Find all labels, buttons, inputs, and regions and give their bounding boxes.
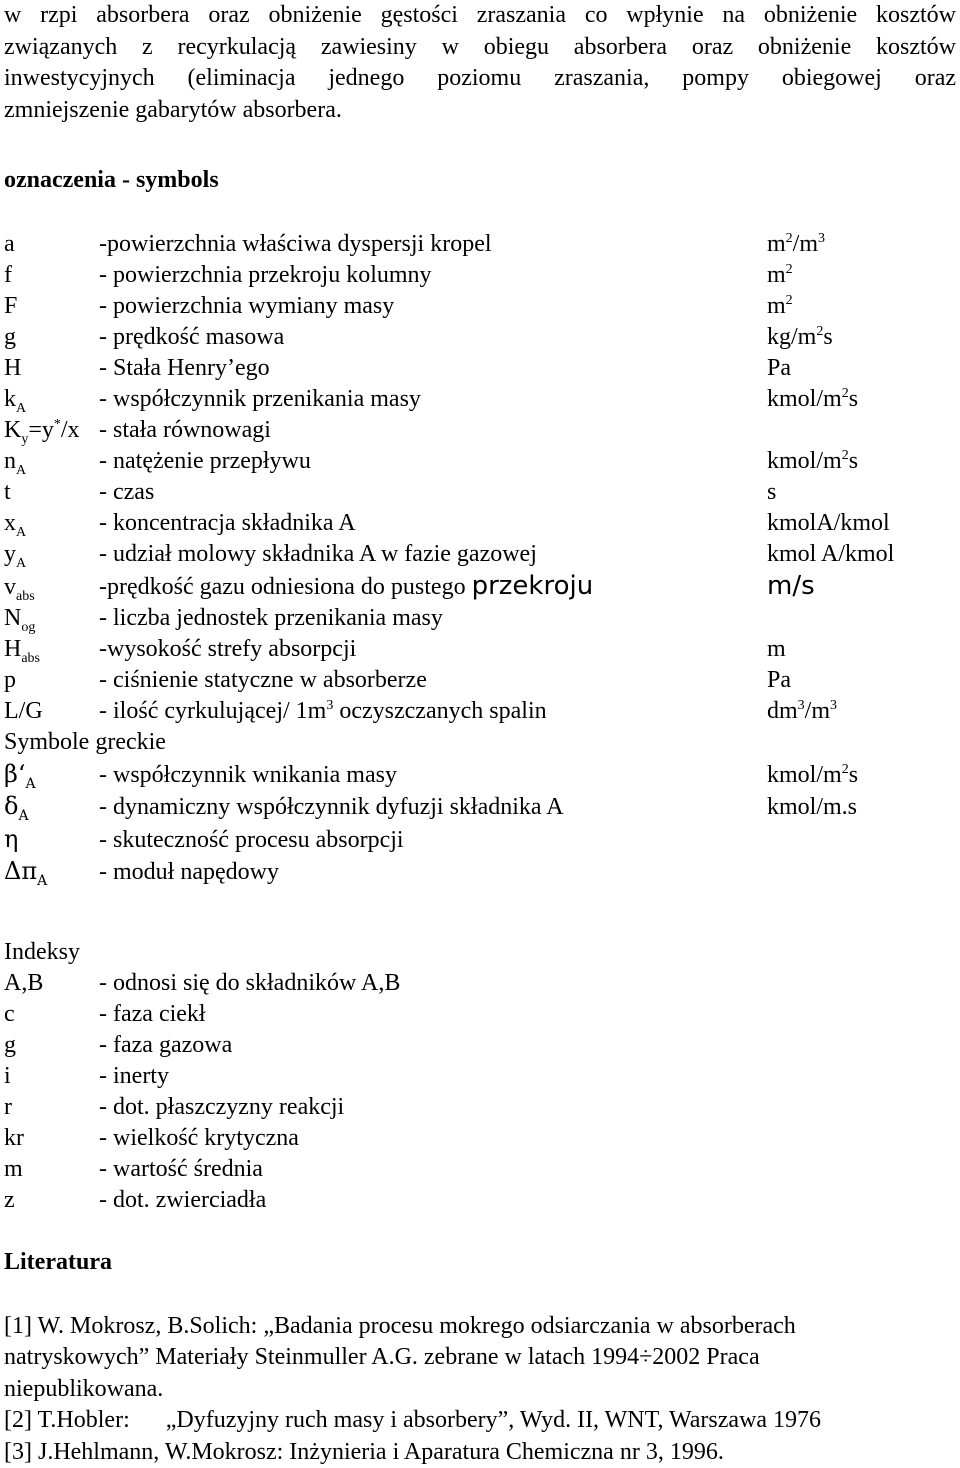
greek-symbol-row (4, 823, 956, 856)
symbol-unit: $m^2$ (767, 260, 956, 291)
index-description: - dot. płaszczyzny reakcji (99, 1092, 767, 1123)
intro-line: zmniejszenie gabarytów absorbera. (4, 95, 956, 127)
symbol-description: - stała równowagi (99, 415, 767, 446)
symbol-description: - moduł napędowy (99, 856, 767, 889)
greek-symbol-row (4, 790, 956, 823)
symbol-row (4, 260, 956, 291)
symbol-description: - udział molowy składnika A w fazie gazowej (99, 539, 767, 570)
symbol-row (4, 353, 956, 384)
symbol-row (4, 570, 956, 603)
indices-heading: Indeksy (4, 937, 956, 968)
symbol-row (4, 415, 956, 446)
symbol-unit: m/s (767, 570, 956, 603)
symbol-unit: kmol/$m^2s$ (767, 384, 956, 415)
symbols-heading: oznaczenia - symbols (4, 167, 956, 194)
index-row (4, 1123, 956, 1154)
index-description: - faza gazowa (99, 1030, 767, 1061)
index-symbol: m (4, 1154, 99, 1185)
symbol-description: -wysokość strefy absorpcji (99, 634, 767, 665)
symbol: $K_y=y^*/x$ (4, 415, 99, 446)
symbol-row (4, 229, 956, 260)
symbol-description: - dynamiczny współczynnik dyfuzji składnika A (99, 791, 767, 824)
index-symbol: z (4, 1185, 99, 1216)
document-page (4, 0, 956, 1468)
symbol-unit: kmol/$m^2s$ (767, 759, 956, 792)
symbol-unit: $m^2$ (767, 291, 956, 322)
index-row (4, 1061, 956, 1092)
symbol-description: - współczynnik wnikania masy (99, 759, 767, 792)
symbol-unit: kmolA/kmol (767, 508, 956, 539)
greek-symbol-row (4, 855, 956, 888)
symbol: $k_A$ (4, 384, 99, 415)
reference-line: natryskowych” Materiały Steinmuller A.G. zebrane w latach 1994÷2002 Praca (4, 1342, 956, 1374)
symbol-description: - czas (99, 477, 767, 508)
symbol-unit: kmol A/kmol (767, 539, 956, 570)
index-symbol: g (4, 1030, 99, 1061)
greek-symbol-row (4, 758, 956, 791)
symbol-unit: $kg/m^2s$ (767, 322, 956, 353)
symbol-unit: kmol/$m^2s$ (767, 446, 956, 477)
symbol-row (4, 539, 956, 570)
symbol-unit: $m^2/m^3$ (767, 229, 956, 260)
symbol-description: - natężenie przepływu (99, 446, 767, 477)
symbol-description: -prędkość gazu odniesiona do pustego przekroju (99, 570, 767, 604)
symbol-row (4, 603, 956, 634)
symbol-unit: kmol/m.s (767, 791, 956, 824)
symbol-unit: Pa (767, 665, 956, 696)
index-row (4, 1154, 956, 1185)
symbol-description: - prędkość masowa (99, 322, 767, 353)
index-symbol: r (4, 1092, 99, 1123)
symbol-description: - ciśnienie statyczne w absorberze (99, 665, 767, 696)
index-row (4, 999, 956, 1030)
symbol-row (4, 446, 956, 477)
symbol-row (4, 384, 956, 415)
reference-line: [2] T.Hobler: „Dyfuzyjny ruch masy i absorbery”, Wyd. II, WNT, Warszawa 1976 (4, 1405, 956, 1437)
symbol-unit: $dm^3/m^3$ (767, 696, 956, 727)
symbol: $v_{abs}$ (4, 571, 99, 604)
symbol-description: - Stała Henry’ego (99, 353, 767, 384)
symbol: $\beta‘_A$ (4, 758, 99, 791)
index-description: - wielkość krytyczna (99, 1123, 767, 1154)
index-description: - dot. zwierciadła (99, 1185, 767, 1216)
index-symbol: i (4, 1061, 99, 1092)
symbol-row (4, 696, 956, 727)
index-description: - odnosi się do składników A,B (99, 968, 767, 999)
symbol: a (4, 229, 99, 260)
intro-line: w rzpi absorbera oraz obniżenie gęstości zraszania co wpłynie na obniżenie kosztów (4, 0, 956, 32)
symbol-description: - skuteczność procesu absorpcji (99, 824, 767, 857)
symbol: f (4, 260, 99, 291)
symbol: F (4, 291, 99, 322)
symbol: L/G (4, 696, 99, 727)
symbol-description: - ilość cyrkulującej/ $1m^3$ oczyszczanych spalin (99, 696, 767, 727)
index-row (4, 1092, 956, 1123)
symbol: t (4, 477, 99, 508)
symbol-description: - liczba jednostek przenikania masy (99, 603, 767, 634)
index-description: - wartość średnia (99, 1154, 767, 1185)
symbol: η (4, 823, 99, 856)
greek-symbols-heading: Symbole greckie (4, 727, 956, 758)
symbol-description: - współczynnik przenikania masy (99, 384, 767, 415)
symbol-row (4, 322, 956, 353)
symbol: $\delta_A$ (4, 790, 99, 823)
symbol-description: - powierzchnia wymiany masy (99, 291, 767, 322)
symbol: $n_A$ (4, 446, 99, 477)
symbol-row (4, 291, 956, 322)
index-description: - inerty (99, 1061, 767, 1092)
symbol-unit: s (767, 477, 956, 508)
indices-table (4, 968, 956, 1216)
symbol: $y_A$ (4, 539, 99, 570)
symbol-row (4, 477, 956, 508)
symbol: p (4, 665, 99, 696)
symbols-table (4, 229, 956, 888)
symbol-row (4, 508, 956, 539)
index-description: - faza ciekł (99, 999, 767, 1030)
symbol: g (4, 322, 99, 353)
reference-line: niepublikowana. (4, 1374, 956, 1406)
reference-line: [1] W. Mokrosz, B.Solich: „Badania procesu mokrego odsiarczania w absorberach (4, 1311, 956, 1343)
symbol-description: - koncentracja składnika A (99, 508, 767, 539)
symbol-unit: m (767, 634, 956, 665)
symbol-description: - powierzchnia przekroju kolumny (99, 260, 767, 291)
index-row (4, 1185, 956, 1216)
symbol: $N_{og}$ (4, 603, 99, 634)
index-symbol: c (4, 999, 99, 1030)
symbol: $\Delta\pi_A$ (4, 855, 99, 888)
symbol: $H_{abs}$ (4, 634, 99, 665)
symbol-row (4, 634, 956, 665)
literature-heading: Literatura (4, 1249, 956, 1276)
index-row (4, 1030, 956, 1061)
references-list (4, 1311, 956, 1468)
symbol: H (4, 353, 99, 384)
index-row (4, 968, 956, 999)
intro-paragraph (4, 0, 956, 126)
intro-line: inwestycyjnych (eliminacja jednego poziomu zraszania, pompy obiegowej oraz (4, 63, 956, 95)
symbol-description: -powierzchnia właściwa dyspersji kropel (99, 229, 767, 260)
symbol-row (4, 665, 956, 696)
symbol-unit: Pa (767, 353, 956, 384)
index-symbol: kr (4, 1123, 99, 1154)
symbol: $x_A$ (4, 508, 99, 539)
reference-line: [3] J.Hehlmann, W.Mokrosz: Inżynieria i Aparatura Chemiczna nr 3, 1996. (4, 1437, 956, 1468)
intro-line: związanych z recyrkulacją zawiesiny w obiegu absorbera oraz obniżenie kosztów (4, 32, 956, 64)
index-symbol: A,B (4, 968, 99, 999)
